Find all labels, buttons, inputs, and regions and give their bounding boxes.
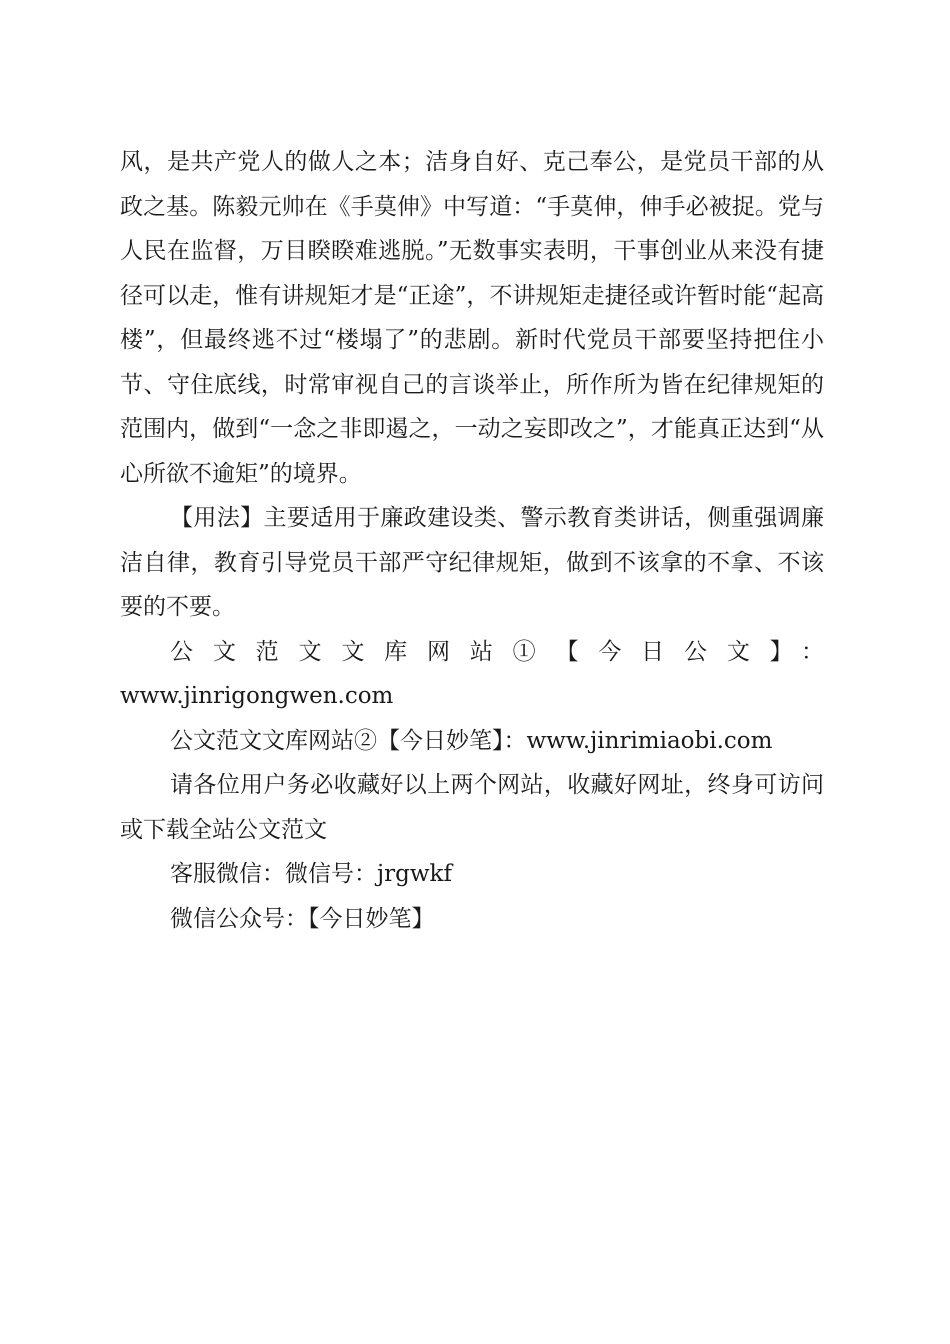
service-wechat: 客服微信：微信号：jrgwkf [170, 861, 452, 887]
site1-label: 公文范文文库网站①【今日公文】： [170, 638, 824, 665]
site2-line: 公文范文文库网站②【今日妙笔】：www.jinrimiaobi.com [170, 727, 773, 754]
site1-url: www.jinrigongwen.com [120, 683, 394, 709]
document-body [120, 140, 824, 941]
notice-paragraph: 请各位用户务必收藏好以上两个网站，收藏好网址，终身可访问或下载全站公文范文 [120, 772, 824, 843]
official-account: 微信公众号：【今日妙笔】 [170, 905, 435, 932]
body-paragraph-1: 风，是共产党人的做人之本；洁身自好、克己奉公，是党员干部的从政之基。陈毅元帅在《手莫伸》中写道：“手莫伸，伸手必被捉。党与人民在监督，万目睽睽难逃脱。”无数事实表明，干事创业从来没有捷径可以走，惟有讲规矩才是“正途”，不讲规矩走捷径或许暂时能“起高楼”，但最终逃不过“楼塌了”的悲剧。新时代党员干部要坚持把住小节、守住底线，时常审视自己的言谈举止，所作所为皆在纪律规矩的范围内，做到“一念之非即遏之，一动之妄即改之”，才能真正达到“从心所欲不逾矩”的境界。 [120, 149, 824, 487]
usage-paragraph: 【用法】主要适用于廉政建设类、警示教育类讲话，侧重强调廉洁自律，教育引导党员干部严守纪律规矩，做到不该拿的不拿、不该要的不要。 [120, 505, 824, 620]
